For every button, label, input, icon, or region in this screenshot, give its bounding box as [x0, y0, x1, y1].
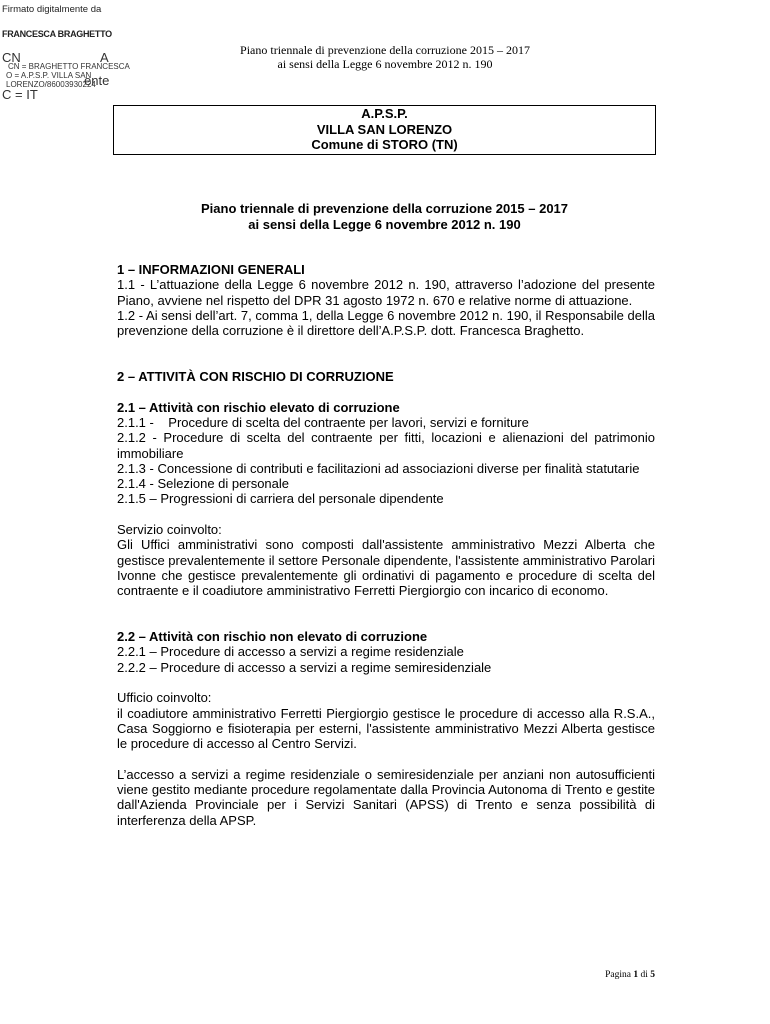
section-2-heading: 2 – ATTIVITÀ CON RISCHIO DI CORRUZIONE — [117, 369, 394, 385]
section-1-heading: 1 – INFORMAZIONI GENERALI — [117, 262, 305, 277]
list-item: 2.1.4 - Selezione di personale — [117, 476, 290, 492]
signature-cn: CN = BRAGHETTO FRANCESCA — [8, 62, 130, 71]
document-body — [117, 262, 655, 828]
signature-organization: O = A.P.S.P. VILLA SAN LORENZO/86003930224 — [6, 71, 96, 89]
service-text: Gli Uffici amministrativi sono composti dall'assistente amministrativo Mezzi Alberta che gestisce prevalentemente il settore Personale dipendente, l'assistente amministrativo Parolari Ivonne che gestisce prevalentemente gli ordinativi di pagamento e procedure di scelta del contraente e il coadiutore amministrativo Ferretti Piergiorgio con incarico di economo. — [117, 537, 655, 599]
office-label: Ufficio coinvolto: — [117, 690, 212, 706]
document-title — [113, 201, 656, 233]
signature-name: FRANCESCA BRAGHETTO — [2, 29, 112, 39]
signature-caption: Firmato digitalmente da — [2, 4, 102, 15]
running-header-line1: Piano triennale di prevenzione della corruzione 2015 – 2017 — [240, 43, 530, 57]
page-prefix: Pagina — [605, 970, 634, 980]
office-text: il coadiutore amministrativo Ferretti Piergiorgio gestisce le procedure di accesso alla R.S.A., Casa Soggiorno e fisioterapia per esterni, l'assistente amministrativo Mezzi Alberta gestisce le procedure di accesso al Centro Servizi. — [117, 705, 655, 752]
entity-line1: A.P.S.P. — [361, 106, 408, 121]
section-2-2-heading: 2.2 – Attività con rischio non elevato di corruzione — [117, 629, 428, 645]
current-page: 1 — [633, 970, 639, 980]
page-separator: di — [638, 970, 651, 980]
paragraph-1-2: 1.2 - Ai sensi dell’art. 7, comma 1, della Legge 6 novembre 2012 n. 190, il Responsabile della prevenzione della corruzione è il direttore dell’A.P.S.P. dott. Francesca Braghetto. — [117, 307, 655, 339]
entity-line2: VILLA SAN LORENZO — [316, 121, 453, 137]
signature-fragment-ente: ente — [84, 73, 110, 88]
running-header — [150, 43, 620, 71]
running-header-line2: ai sensi della Legge 6 novembre 2012 n. 190 — [277, 57, 493, 71]
page-number — [560, 970, 655, 980]
signature-fragment-a: A — [100, 50, 109, 65]
signature-cn-prefix: CN — [2, 50, 21, 65]
entity-line3: Comune di STORO (TN) — [311, 137, 458, 152]
total-pages: 5 — [650, 970, 655, 980]
service-label: Servizio coinvolto: — [117, 522, 222, 538]
list-item: 2.2.1 – Procedure di accesso a servizi a regime residenziale — [117, 644, 464, 660]
paragraph-1-1: 1.1 - L’attuazione della Legge 6 novembre 2012 n. 190, attraverso l’adozione del presente Piano, avviene nel rispetto del DPR 31 agosto 1972 n. 670 e relative norme di attuazione. — [117, 277, 655, 308]
document-title-line2: ai sensi della Legge 6 novembre 2012 n. 190 — [248, 217, 521, 232]
section-2-1-heading: 2.1 – Attività con rischio elevato di corruzione — [117, 399, 400, 415]
signature-country: C = IT — [2, 87, 38, 102]
digital-signature-stamp — [0, 0, 140, 110]
entity-box — [113, 105, 656, 155]
list-item: 2.1.3 - Concessione di contributi e facilitazioni ad associazioni diverse per finalità statutarie — [117, 460, 640, 476]
access-text: L’accesso a servizi a regime residenziale o semiresidenziale per anziani non autosufficienti viene gestito mediante procedure regolamentate dalla Provincia Autonoma di Trento e gestite dall'Azienda Provinciale per i Servizi Sanitari (APSS) di Trento e senza possibilità di interferenza della APSP. — [117, 766, 655, 828]
document-title-line1: Piano triennale di prevenzione della corruzione 2015 – 2017 — [200, 201, 569, 216]
list-item: 2.1.5 – Progressioni di carriera del personale dipendente — [117, 491, 444, 507]
list-item: 2.2.2 – Procedure di accesso a servizi a regime semiresidenziale — [117, 659, 492, 675]
list-item: 2.1.2 - Procedure di scelta del contraente per fitti, locazioni e alienazioni del patrimonio immobiliare — [117, 430, 655, 461]
list-item: 2.1.1 - Procedure di scelta del contraente per lavori, servizi e forniture — [117, 414, 529, 430]
